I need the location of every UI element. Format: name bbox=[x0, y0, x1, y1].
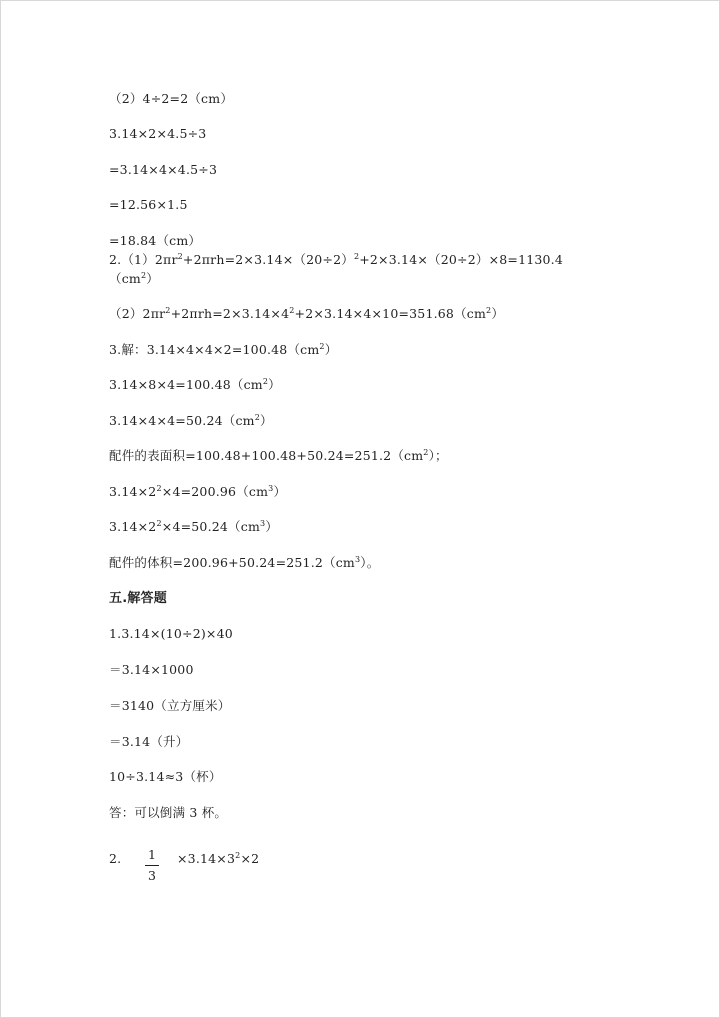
fraction-denominator: 3 bbox=[148, 868, 156, 883]
text-line: $3.14\times 2^2\times 4=50.24(cm^3)$ bbox=[109, 519, 279, 534]
text-line: $(2)2\pi r^2+2\pi rh=2\times 3.14\times 4^2+2\times 3.14\times 4\times 10=351.68(cm^2)$ bbox=[109, 306, 505, 321]
section-heading: 五.解答题 bbox=[109, 591, 167, 606]
text-line: ＝3.14（升） bbox=[109, 734, 189, 749]
text-line: =3.14×4×4.5÷3 bbox=[109, 162, 218, 177]
text-line: =18.84（cm） bbox=[109, 233, 202, 248]
text-line: $2.(1)2\pi r^2+2\pi rh=2\times 3.14\times(20\div 2)^2+2\times 3.14\times(20\div 2)\times 8=1130.4$ bbox=[109, 252, 564, 267]
text-line: $3.14\times 4\times 4=50.24(cm^2)$ bbox=[109, 413, 273, 428]
text-line: 2. bbox=[109, 851, 122, 866]
text-line: 答：可以倒满 3 杯。 bbox=[109, 805, 228, 820]
text-line: 10÷3.14≈3（杯） bbox=[109, 769, 222, 784]
text-line: 配件的表面积$=100.48+100.48+50.24=251.2(cm^2)$； bbox=[109, 448, 448, 463]
text-line: $3.14\times 8\times 4=100.48(cm^2)$ bbox=[109, 377, 281, 392]
text-line: $(cm^2)$ bbox=[109, 271, 159, 286]
fraction bbox=[145, 847, 159, 884]
text-line: =12.56×1.5 bbox=[109, 197, 188, 212]
text-line: （2）4÷2=2（cm） bbox=[109, 91, 234, 106]
text-line: 3.14×2×4.5÷3 bbox=[109, 126, 207, 141]
text-line: ＝3.14×1000 bbox=[109, 662, 194, 677]
text-line: $3.14\times 2^2\times 4=200.96(cm^3)$ bbox=[109, 484, 287, 499]
fraction-bar bbox=[145, 865, 159, 866]
text-line: 配件的体积$=200.96+50.24=251.2(cm^3)$。 bbox=[109, 555, 380, 570]
text-line: ＝3140（立方厘米） bbox=[109, 698, 231, 713]
fraction-numerator: 1 bbox=[148, 847, 156, 862]
text-line: 1.3.14×(10÷2)×40 bbox=[109, 626, 233, 641]
text-line: 3.解：$3.14\times 4\times 4\times 2=100.48(cm^2)$ bbox=[109, 342, 338, 357]
text-line: $\times 3.14\times 3^2\times 2$ bbox=[177, 851, 260, 866]
